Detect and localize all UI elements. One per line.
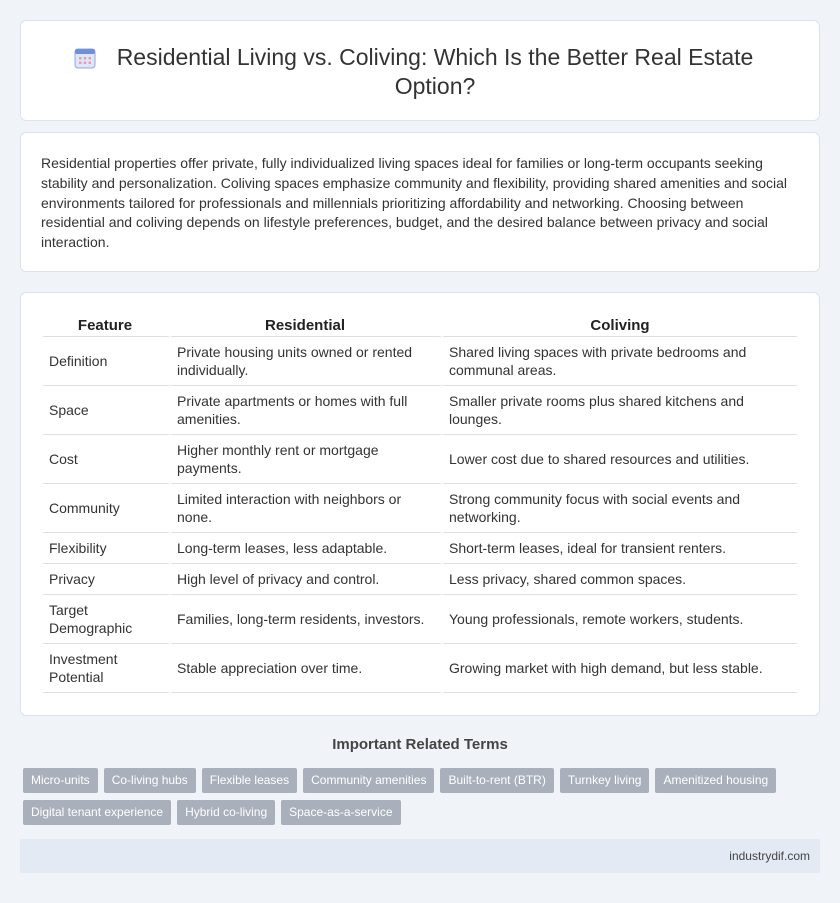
related-term-tag[interactable]: Hybrid co-living — [177, 800, 275, 825]
coliving-cell: Less privacy, shared common spaces. — [443, 564, 797, 595]
table-row — [43, 435, 797, 484]
related-term-tag[interactable]: Amenitized housing — [655, 768, 776, 793]
feature-cell: Cost — [43, 435, 171, 484]
residential-cell: Private apartments or homes with full amenities. — [171, 386, 443, 435]
coliving-cell: Growing market with high demand, but less stable. — [443, 644, 797, 693]
related-terms-list — [23, 768, 803, 832]
coliving-cell: Short-term leases, ideal for transient renters. — [443, 533, 797, 564]
table-row — [43, 337, 797, 386]
table-header-row — [43, 317, 797, 337]
residential-cell: Families, long-term residents, investors. — [171, 595, 443, 644]
related-term-tag[interactable]: Digital tenant experience — [23, 800, 171, 825]
related-term-tag[interactable]: Turnkey living — [560, 768, 650, 793]
table-row — [43, 533, 797, 564]
footer-site-link[interactable]: industrydif.com — [729, 849, 810, 863]
residential-cell: High level of privacy and control. — [171, 564, 443, 595]
feature-cell: Privacy — [43, 564, 171, 595]
feature-cell: Community — [43, 484, 171, 533]
related-terms-heading: Important Related Terms — [332, 736, 508, 753]
table-row — [43, 484, 797, 533]
title-card — [20, 20, 820, 121]
coliving-cell: Smaller private rooms plus shared kitchens and lounges. — [443, 386, 797, 435]
residential-cell: Private housing units owned or rented individually. — [171, 337, 443, 386]
header-residential: Residential — [171, 317, 443, 337]
header-feature: Feature — [43, 317, 171, 337]
comparison-table — [43, 317, 797, 693]
coliving-cell: Lower cost due to shared resources and utilities. — [443, 435, 797, 484]
feature-cell: Space — [43, 386, 171, 435]
related-term-tag[interactable]: Co-living hubs — [104, 768, 196, 793]
residential-cell: Long-term leases, less adaptable. — [171, 533, 443, 564]
feature-cell: Target Demographic — [43, 595, 171, 644]
table-row — [43, 386, 797, 435]
residential-cell: Stable appreciation over time. — [171, 644, 443, 693]
page-title: Residential Living vs. Coliving: Which Is the Better Real Estate Option? — [116, 44, 754, 99]
related-term-tag[interactable]: Built-to-rent (BTR) — [440, 768, 553, 793]
residential-cell: Higher monthly rent or mortgage payments. — [171, 435, 443, 484]
footer-bar — [20, 839, 820, 873]
related-term-tag[interactable]: Space-as-a-service — [281, 800, 400, 825]
coliving-cell: Shared living spaces with private bedrooms and communal areas. — [443, 337, 797, 386]
intro-card — [20, 132, 820, 272]
table-row — [43, 564, 797, 595]
related-term-tag[interactable]: Community amenities — [303, 768, 434, 793]
comparison-card — [20, 292, 820, 716]
feature-cell: Definition — [43, 337, 171, 386]
coliving-cell: Young professionals, remote workers, students. — [443, 595, 797, 644]
residential-cell: Limited interaction with neighbors or none. — [171, 484, 443, 533]
header-coliving: Coliving — [443, 317, 797, 337]
related-term-tag[interactable]: Flexible leases — [202, 768, 297, 793]
intro-paragraph: Residential properties offer private, fully individualized living spaces ideal for families or long-term occupants seeking stability and personalization. Coliving spaces emphasize community and flexibility, providing shared amenities and social environments tailored for professionals and millennials prioritizing affordability and networking. Choosing between residential and coliving depends on lifestyle preferences, budget, and the desired balance between privacy and social interaction. — [41, 155, 788, 251]
table-row — [43, 595, 797, 644]
feature-cell: Investment Potential — [43, 644, 171, 693]
feature-cell: Flexibility — [43, 533, 171, 564]
related-term-tag[interactable]: Micro-units — [23, 768, 98, 793]
table-row — [43, 644, 797, 693]
coliving-cell: Strong community focus with social events and networking. — [443, 484, 797, 533]
